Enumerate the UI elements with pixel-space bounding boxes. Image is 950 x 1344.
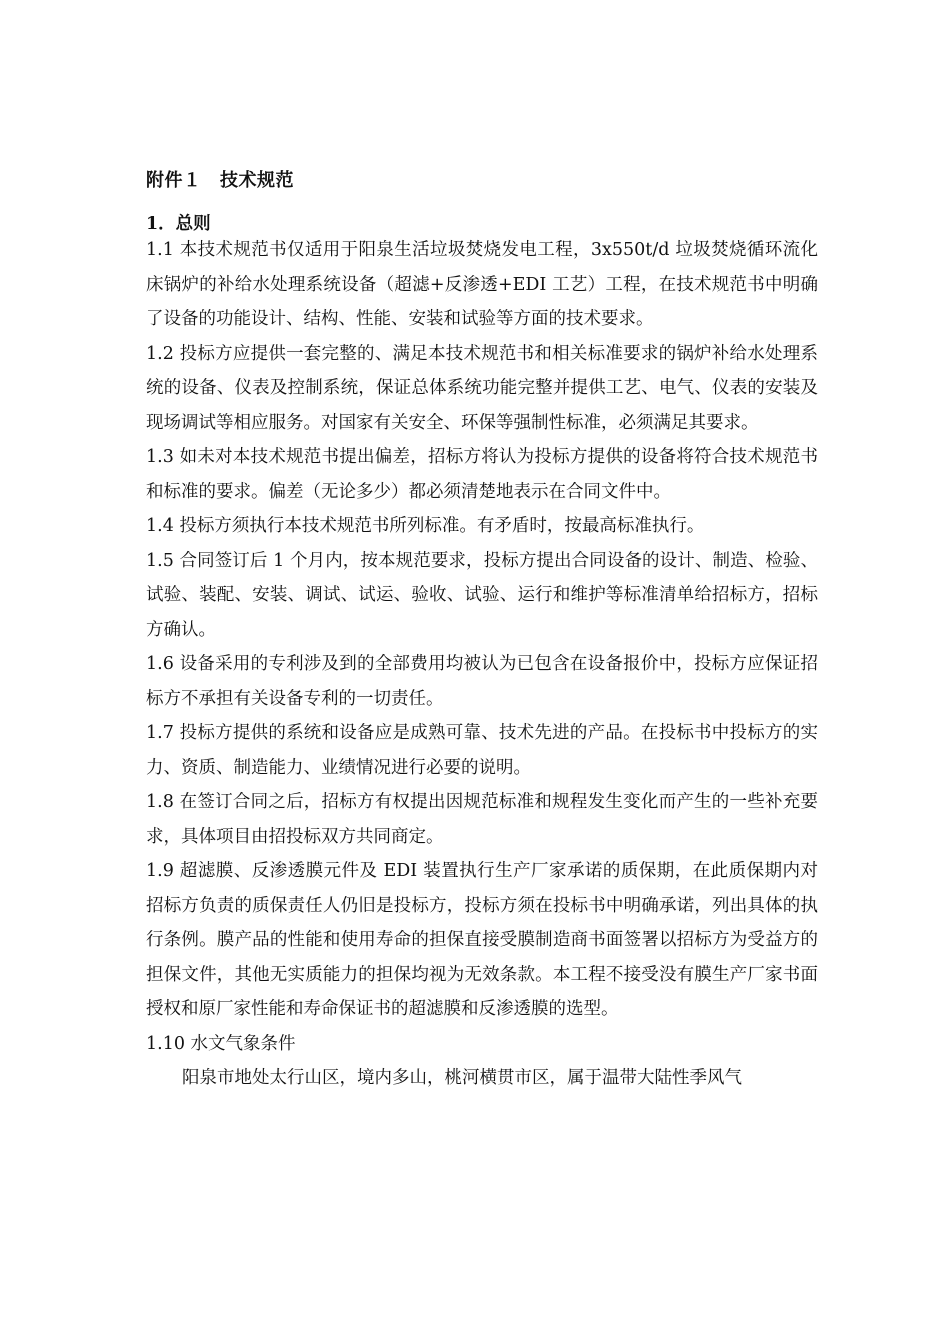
paragraph-1-8: 1.8 在签订合同之后，招标方有权提出因规范标准和规程发生变化而产生的一些补充要求，具体项目由招投标双方共同商定。 xyxy=(146,792,818,847)
paragraph-1-3: 1.3 如未对本技术规范书提出偏差，招标方将认为投标方提供的设备将符合技术规范书和标准的要求。偏差（无论多少）都必须清楚地表示在合同文件中。 xyxy=(146,447,818,502)
paragraph-1-7: 1.7 投标方提供的系统和设备应是成熟可靠、技术先进的产品。在投标书中投标方的实力、资质、制造能力、业绩情况进行必要的说明。 xyxy=(146,723,818,778)
paragraph-1-6: 1.6 设备采用的专利涉及到的全部费用均被认为已包含在设备报价中，投标方应保证招标方不承担有关设备专利的一切责任。 xyxy=(146,654,818,709)
paragraph-1-9: 1.9 超滤膜、反渗透膜元件及 EDI 装置执行生产厂家承诺的质保期，在此质保期内对招标方负责的质保责任人仍旧是投标方，投标方须在投标书中明确承诺，列出具体的执行条例。膜产品的性能和使用寿命的担保直接受膜制造商书面签署以招标方为受益方的担保文件，其他无实质能力的担保均视为无效条款。本工程不接受没有膜生产厂家书面授权和原厂家性能和寿命保证书的超滤膜和反渗透膜的选型。 xyxy=(146,861,818,1019)
section-heading: 1．总则 xyxy=(146,214,211,234)
paragraph-climate: 阳泉市地处太行山区，境内多山，桃河横贯市区，属于温带大陆性季风气 xyxy=(182,1068,742,1088)
paragraph-1-10-heading: 1.10 水文气象条件 xyxy=(146,1033,296,1054)
paragraph-1-1: 1.1 本技术规范书仅适用于阳泉生活垃圾焚烧发电工程，3x550t/d 垃圾焚烧循环流化床锅炉的补给水处理系统设备（超滤+反渗透+EDI 工艺）工程，在技术规范书中明确了设备的功能设计、结构、性能、安装和试验等方面的技术要求。 xyxy=(146,240,818,329)
document-title: 附件１ 技术规范 xyxy=(146,170,294,191)
document-body xyxy=(146,233,818,1096)
paragraph-1-5: 1.5 合同签订后 1 个月内，按本规范要求，投标方提出合同设备的设计、制造、检验、试验、装配、安装、调试、试运、验收、试验、运行和维护等标准清单给招标方，招标方确认。 xyxy=(146,550,818,640)
paragraph-1-4: 1.4 投标方须执行本技术规范书所列标准。有矛盾时，按最高标准执行。 xyxy=(146,516,705,536)
paragraph-1-2: 1.2 投标方应提供一套完整的、满足本技术规范书和相关标准要求的锅炉补给水处理系统的设备、仪表及控制系统，保证总体系统功能完整并提供工艺、电气、仪表的安装及现场调试等相应服务。对国家有关安全、环保等强制性标准，必须满足其要求。 xyxy=(146,343,818,433)
